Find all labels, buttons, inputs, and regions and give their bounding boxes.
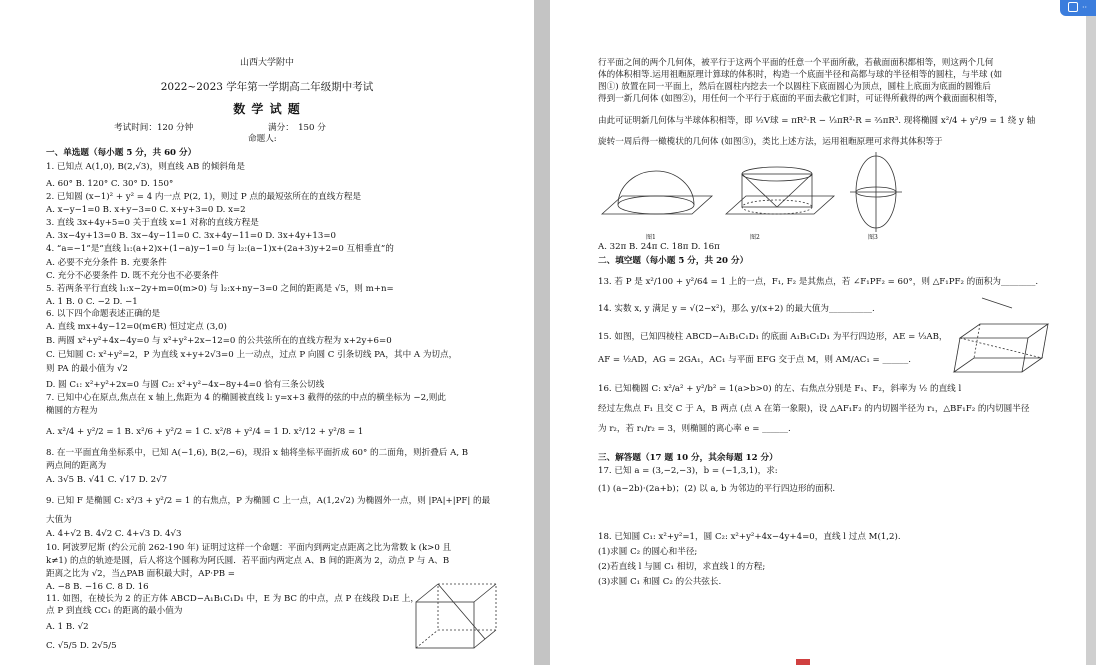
figure-label: 图1	[646, 234, 656, 241]
option-line: A. 1 B. 0 C. −2 D. −1	[46, 297, 138, 307]
question-line: 两点间的距离为	[46, 461, 107, 471]
text-line: 旋转一周后得一橄榄状的几何体 (如图③)，类比上述方法，运用祖暅原理可求得其体积等于	[598, 137, 943, 147]
question-line: 18. 已知圆 C₁: x²+y²=1，圆 C₂: x²+y²+4x−4y+4=0，直线 l 过点 M(1,2).	[598, 532, 901, 542]
cube-figure	[412, 580, 502, 652]
question-line: 8. 在一平面直角坐标系中，已知 A(−1,6), B(2,−6)，现沿 x 轴将坐标平面折成 60° 的二面角，则折叠后 A, B	[46, 448, 469, 458]
text-line: 图①) 放置在同一平面上，然后在圆柱内挖去一个以圆柱下底面圆心为顶点，圆柱上底面为底面的圆锥后	[598, 82, 991, 92]
option-line: A. 3x−4y+13=0 B. 3x−4y−11=0 C. 3x+4y−11=0 D. 3x+4y+13=0	[46, 231, 336, 241]
text-line: 体的体积相等.运用祖暅原理计算球的体积时，构造一个底面半径和高都与球的半径相等的圆柱，与半球 (如	[598, 70, 1003, 80]
question-line: 3. 直线 3x+4y+5=0 关于直线 x=1 对称的直线方程是	[46, 218, 259, 228]
question-line: 为 r₂，若 r₁/r₂ = 3，则椭圆的离心率 e = ______.	[598, 424, 791, 434]
question-line: 15. 如图，已知四棱柱 ABCD−A₁B₁C₁D₁ 的底面 A₁B₁C₁D₁ 为平行四边形，AE = ⅓AB，	[598, 332, 948, 342]
option-line: A. 3√5 B. √41 C. √17 D. 2√7	[46, 475, 168, 485]
question-line: 7. 已知中心在原点,焦点在 x 轴上,焦距为 4 的椭圆被直线 l: y=x+3 截得的弦的中点的横坐标为 −2,则此	[46, 393, 446, 403]
question-line: 13. 若 P 是 x²/100 + y²/64 = 1 上的一点，F₁, F₂ 是其焦点，若 ∠F₁PF₂ = 60°，则 △F₁PF₂ 的面积为________.	[598, 277, 1039, 287]
option-line: C. 充分不必要条件 D. 既不充分也不必要条件	[46, 271, 219, 281]
question-line: 14. 实数 x, y 满足 y = √(2−x²)，那么 y/(x+2) 的最大值为__________.	[598, 304, 875, 314]
option-line: A. 必要不充分条件 B. 充要条件	[46, 258, 167, 268]
bottom-marker	[796, 659, 810, 665]
option-line: A. 1 B. √2	[46, 622, 89, 632]
figure-ellipsoid	[846, 152, 906, 232]
text-line: 得到一新几何体 (如图②)，用任何一个平行于底面的平面去截它们时，可证得所截得的两个截面面积相等，	[598, 94, 1003, 104]
question-line: 16. 已知椭圆 C: x²/a² + y²/b² = 1(a>b>0) 的左、右焦点分别是 F₁、F₂，斜率为 ½ 的直线 l	[598, 384, 962, 394]
window-icon	[1068, 2, 1078, 12]
question-line: (2)若直线 l 与圆 C₁ 相切，求直线 l 的方程;	[598, 562, 766, 572]
figure-hemisphere-cylinder	[600, 160, 836, 232]
prism-figure	[952, 294, 1052, 376]
viewer-side-strip	[1086, 0, 1096, 665]
question-line: 2. 已知圆 (x−1)² + y² = 4 内一点 P(2, 1)，则过 P 点的最短弦所在的直线方程是	[46, 192, 362, 202]
option-line: A. 60° B. 120° C. 30° D. 150°	[46, 179, 174, 189]
question-line: (3)求圆 C₁ 和圆 C₂ 的公共弦长.	[598, 577, 722, 587]
question-line: (1)求圆 C₂ 的圆心和半径;	[598, 547, 698, 557]
question-line: 点 P 到直线 CC₁ 的距离的最小值为	[46, 606, 183, 616]
option-line: A. 直线 mx+4y−12=0(m∈R) 恒过定点 (3,0)	[46, 322, 227, 332]
question-line: 大值为	[46, 515, 72, 525]
option-line: C. √5/5 D. 2√5/5	[46, 641, 117, 651]
question-line: 距离之比为 √2，当△PAB 面积最大时，AP·PB =	[46, 569, 235, 579]
option-line: A. 4+√2 B. 4√2 C. 4+√3 D. 4√3	[46, 529, 182, 539]
question-line: 11. 如图，在棱长为 2 的正方体 ABCD−A₁B₁C₁D₁ 中，E 为 BC 的中点，点 P 在线段 D₁E 上，	[46, 594, 419, 604]
question-line: 6. 以下四个命题表述正确的是	[46, 309, 161, 319]
question-line: (1) (a−2b)·(2a+b)；(2) 以 a, b 为邻边的平行四边形的面积.	[598, 484, 836, 494]
question-line: 9. 已知 F 是椭圆 C: x²/3 + y²/2 = 1 的右焦点，P 为椭圆 C 上一点，A(1,2√2) 为椭圆外一点，则 |PA|+|PF| 的最	[46, 496, 491, 506]
option-line: A. x−y−1=0 B. x+y−3=0 C. x+y+3=0 D. x=2	[46, 205, 246, 215]
figure-label: 图2	[750, 234, 760, 241]
school-name: 山西大学附中	[239, 58, 294, 68]
page-gap	[534, 0, 550, 665]
option-line: A. 32π B. 24π C. 18π D. 16π	[598, 242, 720, 252]
option-line: D. 圆 C₁: x²+y²+2x=0 与圆 C₂: x²+y²−4x−8y+4=0 恰有三条公切线	[46, 380, 325, 390]
question-line: 1. 已知点 A(1,0), B(2,√3)，则直线 AB 的倾斜角是	[46, 162, 245, 172]
option-line: B. 两圆 x²+y²+4x−4y=0 与 x²+y²+2x−12=0 的公共弦所在的直线方程为 x+2y+6=0	[46, 336, 392, 346]
document-page-right	[550, 0, 1086, 665]
question-line: 17. 已知 a = (3,−2,−3)，b = (−1,3,1)，求:	[598, 466, 778, 476]
question-line: 椭圆的方程为	[46, 406, 98, 416]
question-line: k≠1) 的点的轨迹是圆，后人将这个圆称为阿氏圆．若平面内两定点 A、B 间的距离为 2，动点 P 与 A、B	[46, 556, 450, 566]
figure-label: 图3	[868, 234, 878, 241]
section-fill-blank: 二、填空题（每小题 5 分，共 20 分）	[598, 256, 749, 266]
author-label: 命题人:	[248, 134, 277, 144]
dots-icon: ··	[1082, 3, 1088, 12]
question-line: 5. 若两条平行直线 l₁:x−2y+m=0(m>0) 与 l₂:x+ny−3=0 之间的距离是 √5，则 m+n=	[46, 284, 394, 294]
option-line: 则 PA 的最小值为 √2	[46, 364, 128, 374]
floating-tool-button[interactable]	[1060, 0, 1096, 16]
question-line: 10. 阿波罗尼斯 (约公元前 262-190 年) 证明过这样一个命题：平面内到两定点距离之比为常数 k (k>0 且	[46, 543, 452, 553]
text-line: 由此可证明新几何体与半球体积相等，即 ½V球 = πR²·R − ⅓πR²·R = ⅔πR³. 现将椭圆 x²/4 + y²/9 = 1 绕 y 轴	[598, 116, 1036, 126]
exam-title: 2022~2023 学年第一学期高二年级期中考试	[160, 81, 374, 93]
section-single-choice: 一、单选题（每小题 5 分，共 60 分）	[46, 148, 197, 158]
full-score: 满分： 150 分	[268, 123, 326, 133]
text-line: 行平面之间的两个几何体，被平行于这两个平面的任意一个平面所截，若截面面积都相等，则这两个几何	[598, 58, 994, 68]
option-line: A. x²/4 + y²/2 = 1 B. x²/6 + y²/2 = 1 C. x²/8 + y²/4 = 1 D. x²/12 + y²/8 = 1	[46, 427, 364, 437]
question-line: 4. “a=−1”是“直线 l₁:(a+2)x+(1−a)y−1=0 与 l₂:(a−1)x+(2a+3)y+2=0 互相垂直”的	[46, 244, 394, 254]
option-line: A. −8 B. −16 C. 8 D. 16	[46, 582, 149, 592]
section-answer: 三、解答题（17 题 10 分，其余每题 12 分）	[598, 453, 778, 463]
question-line: AF = ½AD，AG = 2GA₁，AC₁ 与平面 EFG 交于点 M，则 AM/AC₁ = ______.	[598, 355, 912, 365]
subject-title: 数 学 试 题	[233, 102, 301, 116]
document-page-left	[0, 0, 534, 665]
exam-time: 考试时间：120 分钟	[114, 123, 194, 133]
option-line: C. 已知圆 C: x²+y²=2，P 为直线 x+y+2√3=0 上一动点，过点 P 向圆 C 引条切线 PA，其中 A 为切点，	[46, 350, 458, 360]
question-line: 经过左焦点 F₁ 且交 C 于 A，B 两点 (点 A 在第一象限)，设 △AF₁F₂ 的内切圆半径为 r₁，△BF₁F₂ 的内切圆半径	[598, 404, 1030, 414]
